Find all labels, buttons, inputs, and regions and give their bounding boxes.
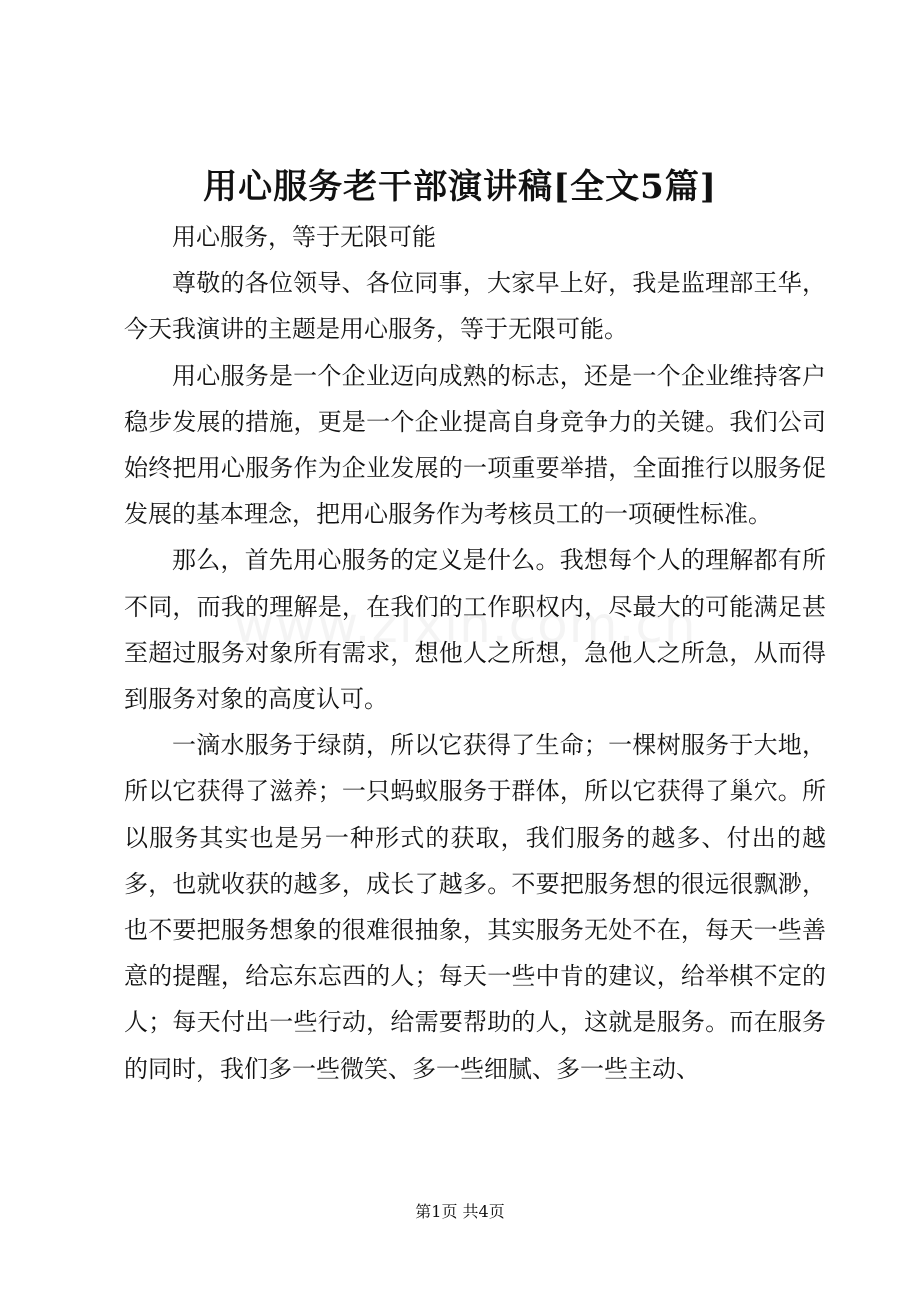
- document-body: [124, 214, 826, 1092]
- paragraph: 一滴水服务于绿荫，所以它获得了生命；一棵树服务于大地，所以它获得了滋养；一只蚂蚁服务于群体，所以它获得了巢穴。所以服务其实也是另一种形式的获取，我们服务的越多、付出的越多，也就收获的越多，成长了越多。不要把服务想的很远很飘渺，也不要把服务想象的很难很抽象，其实服务无处不在，每天一些善意的提醒，给忘东忘西的人；每天一些中肯的建议，给举棋不定的人；每天付出一些行动，给需要帮助的人，这就是服务。而在服务的同时，我们多一些微笑、多一些细腻、多一些主动、: [124, 731, 826, 1083]
- page-number-footer: 第1页 共4页: [415, 1202, 505, 1221]
- paragraph: 那么，首先用心服务的定义是什么。我想每个人的理解都有所不同，而我的理解是，在我们的工作职权内，尽最大的可能满足甚至超过服务对象所有需求，想他人之所想，急他人之所急，从而得到服务对象的高度认可。: [124, 546, 826, 714]
- paragraph-subtitle: 用心服务，等于无限可能: [172, 223, 436, 251]
- paragraph-greeting: 尊敬的各位领导、各位同事，大家早上好，我是监理部王华，今天我演讲的主题是用心服务，等于无限可能。: [124, 269, 826, 344]
- paragraph: 用心服务是一个企业迈向成熟的标志，还是一个企业维持客户稳步发展的措施，更是一个企业提高自身竞争力的关键。我们公司始终把用心服务作为企业发展的一项重要举措，全面推行以服务促发展的基本理念，把用心服务作为考核员工的一项硬性标准。: [124, 361, 826, 529]
- document-title: 用心服务老干部演讲稿[全文5篇]: [203, 167, 717, 207]
